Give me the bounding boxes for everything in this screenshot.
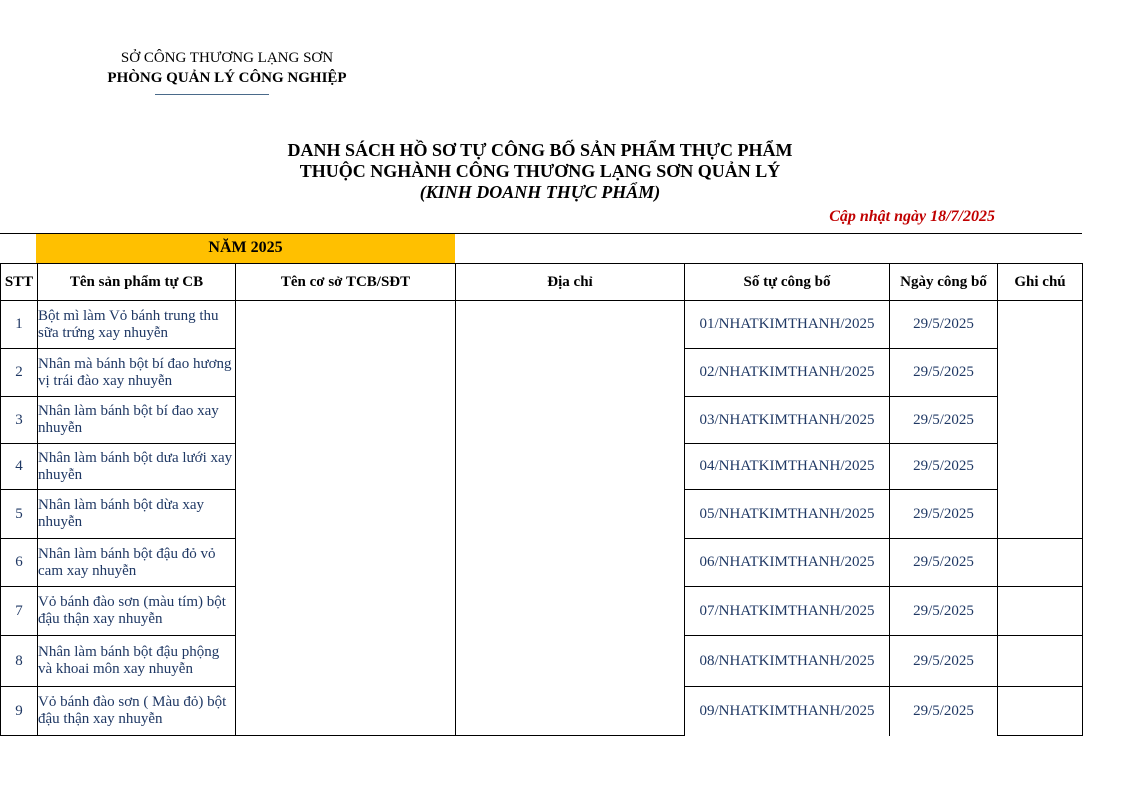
row-stt: 8 [1, 636, 38, 687]
table-row [1, 301, 1083, 349]
title-line-2: THUỘC NGHÀNH CÔNG THƯƠNG LẠNG SƠN QUẢN LÝ [299, 161, 781, 181]
row-product-name: Nhân làm bánh bột dưa lưới xay nhuyễn [38, 444, 236, 490]
row-product-name: Nhân mà bánh bột bí đao hương vị trái đào xay nhuyễn [38, 349, 236, 397]
note-cell-merged [998, 301, 1083, 539]
row-date: 29/5/2025 [890, 587, 998, 636]
address-cell [456, 301, 685, 736]
row-product-name: Nhân làm bánh bột dừa xay nhuyễn [38, 490, 236, 539]
row-note [998, 587, 1083, 636]
org-line-2: PHÒNG QUẢN LÝ CÔNG NGHIỆP [107, 70, 347, 86]
row-product-name: Nhân làm bánh bột đậu phộng và khoai môn xay nhuyễn [38, 636, 236, 687]
table-header-row [1, 264, 1083, 301]
row-code: 08/NHATKIMTHANH/2025 [685, 636, 890, 687]
col-header-date: Ngày công bố [890, 264, 998, 301]
row-date: 29/5/2025 [890, 539, 998, 587]
row-code: 03/NHATKIMTHANH/2025 [685, 397, 890, 444]
row-date: 29/5/2025 [890, 636, 998, 687]
row-code: 09/NHATKIMTHANH/2025 [685, 687, 890, 736]
row-stt: 3 [1, 397, 38, 444]
col-header-code: Số tự công bố [685, 264, 890, 301]
row-product-name: Vỏ bánh đào sơn ( Màu đỏ) bột đậu thận xay nhuyễn [38, 687, 236, 736]
row-product-name: Nhân làm bánh bột đậu đỏ vỏ cam xay nhuyễn [38, 539, 236, 587]
row-stt: 7 [1, 587, 38, 636]
row-stt: 5 [1, 490, 38, 539]
col-header-stt: STT [1, 264, 38, 301]
row-date: 29/5/2025 [890, 301, 998, 349]
row-code: 06/NHATKIMTHANH/2025 [685, 539, 890, 587]
org-underline [155, 94, 269, 95]
row-date: 29/5/2025 [890, 397, 998, 444]
row-product-name: Vỏ bánh đào sơn (màu tím) bột đậu thận xay nhuyễn [38, 587, 236, 636]
year-label: NĂM 2025 [36, 234, 455, 263]
updated-date: Cập nhật ngày 18/7/2025 [829, 208, 995, 225]
col-header-note: Ghi chú [998, 264, 1083, 301]
row-code: 04/NHATKIMTHANH/2025 [685, 444, 890, 490]
title-line-1: DANH SÁCH HỒ SƠ TỰ CÔNG BỐ SẢN PHẨM THỰC PHẨM [287, 140, 793, 160]
row-date: 29/5/2025 [890, 687, 998, 736]
row-note [998, 636, 1083, 687]
row-stt: 1 [1, 301, 38, 349]
row-code: 07/NHATKIMTHANH/2025 [685, 587, 890, 636]
col-header-business: Tên cơ sở TCB/SĐT [236, 264, 456, 301]
row-stt: 4 [1, 444, 38, 490]
row-code: 05/NHATKIMTHANH/2025 [685, 490, 890, 539]
row-stt: 6 [1, 539, 38, 587]
col-header-address: Địa chỉ [456, 264, 685, 301]
row-code: 02/NHATKIMTHANH/2025 [685, 349, 890, 397]
row-note [998, 539, 1083, 587]
row-stt: 2 [1, 349, 38, 397]
row-date: 29/5/2025 [890, 490, 998, 539]
row-date: 29/5/2025 [890, 349, 998, 397]
title-line-3: (KINH DOANH THỰC PHẨM) [419, 182, 661, 202]
row-product-name: Bột mì làm Vỏ bánh trung thu sữa trứng xay nhuyễn [38, 301, 236, 349]
row-code: 01/NHATKIMTHANH/2025 [685, 301, 890, 349]
business-cell [236, 301, 456, 736]
row-product-name: Nhân làm bánh bột bí đao xay nhuyễn [38, 397, 236, 444]
row-stt: 9 [1, 687, 38, 736]
col-header-product: Tên sản phẩm tự CB [38, 264, 236, 301]
row-note [998, 687, 1083, 736]
product-table [0, 263, 1083, 736]
row-date: 29/5/2025 [890, 444, 998, 490]
org-line-1: SỞ CÔNG THƯƠNG LẠNG SƠN [120, 50, 334, 66]
